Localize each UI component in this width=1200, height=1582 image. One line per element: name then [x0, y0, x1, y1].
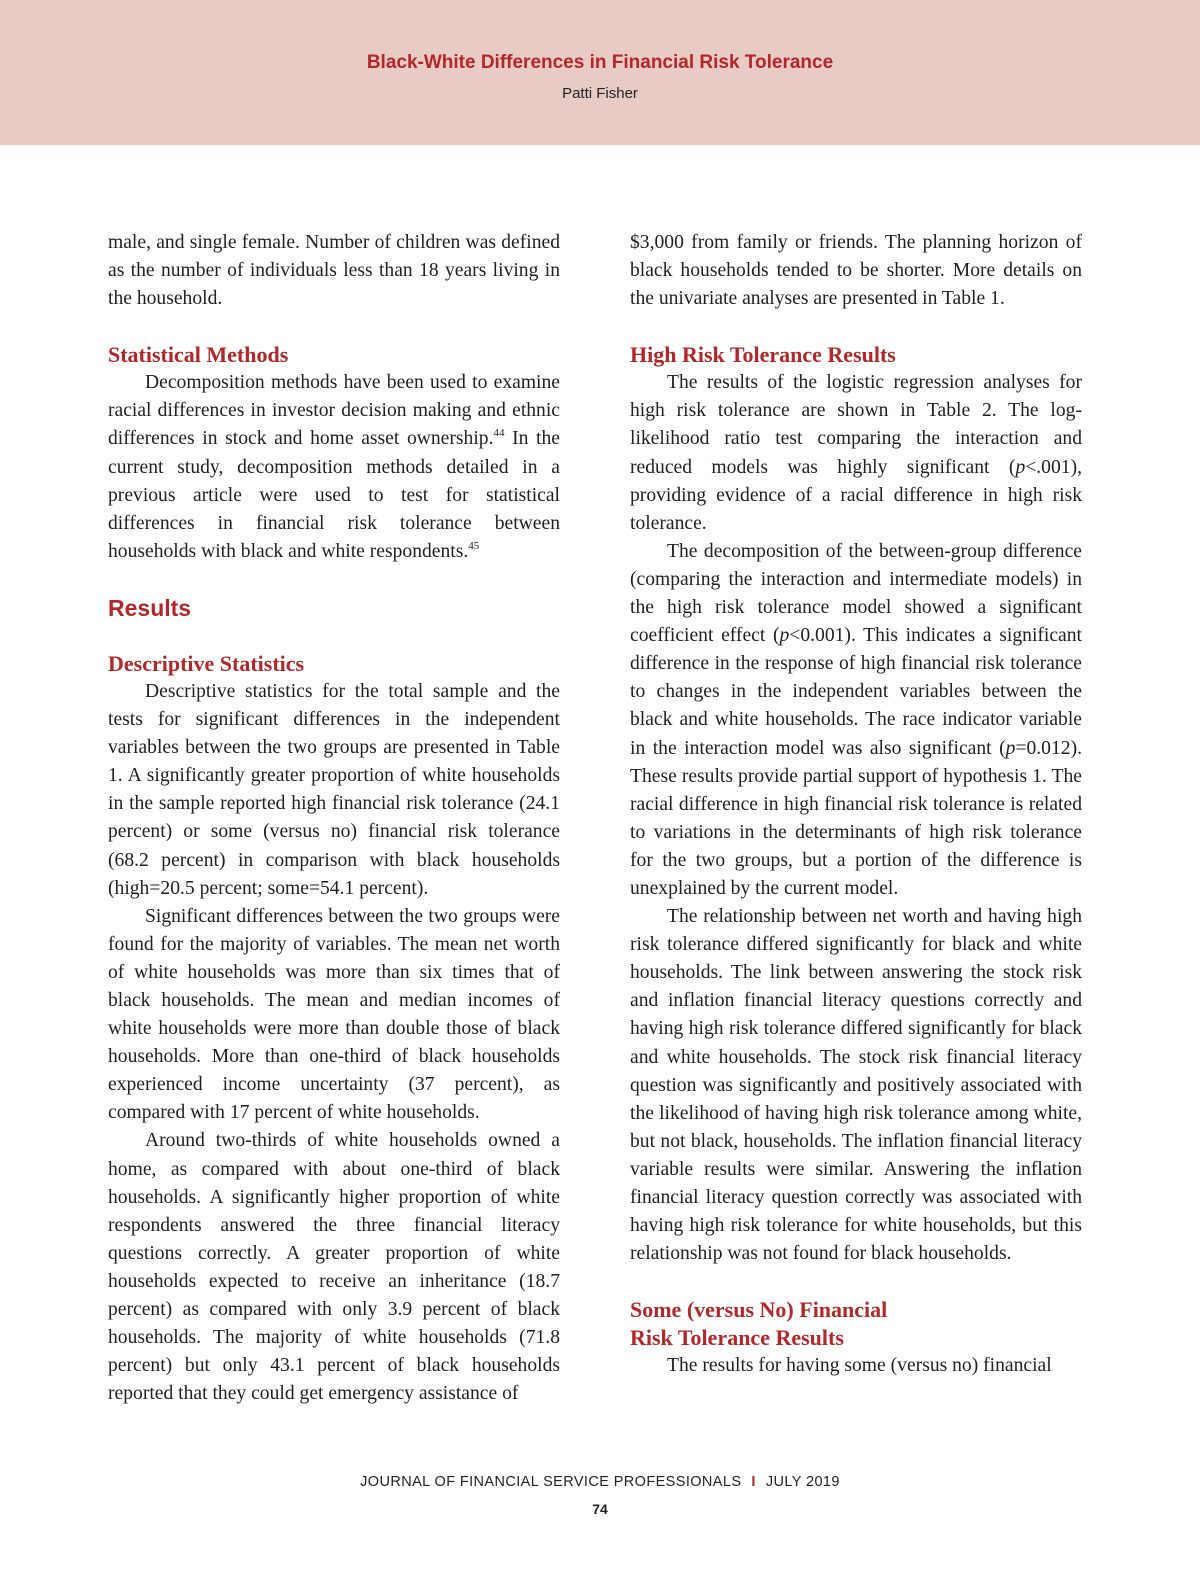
descriptive-statistics-heading: Descriptive Statistics — [108, 650, 305, 676]
left-intro-paragraph: male, and single female. Number of children was defined as the number of individuals less than 18 years living in the household. — [108, 232, 560, 310]
issue-date: JULY 2019 — [765, 1474, 840, 1490]
right-column — [630, 229, 1082, 1380]
footnote-ref-44: 44 — [493, 427, 505, 440]
some-risk-paragraph: The results for having some (versus no) financial — [667, 1355, 1052, 1377]
article-author: Patti Fisher — [562, 85, 638, 102]
article-title: Black-White Differences in Financial Risk Tolerance — [366, 52, 834, 73]
page-header — [0, 0, 1200, 145]
journal-name: JOURNAL OF FINANCIAL SERVICE PROFESSIONALS — [360, 1474, 742, 1490]
some-risk-heading: Some (versus No) Financial Risk Tolerance Results — [630, 1297, 888, 1351]
page-footer — [0, 1474, 1200, 1490]
right-intro-paragraph: $3,000 from family or friends. The planning horizon of black households tended to be shorter. More details on the univariate analyses are presented in Table 1. — [630, 232, 1082, 310]
footnote-ref-45: 45 — [468, 539, 480, 552]
left-column — [108, 229, 560, 1408]
results-heading: Results — [108, 594, 192, 621]
statistical-methods-heading: Statistical Methods — [108, 342, 289, 368]
high-risk-paragraph-3: The relationship between net worth and having high risk tolerance differed significantly for black and white households. The link between answering the stock risk and inflation financial literacy questions correctly and having high risk tolerance differed significantly for black and white households. The stock risk financial literacy question was significantly and positively associated with the likelihood of having high risk tolerance among white, but not black, households. The inflation financial literacy variable results were similar. Answering the inflation financial literacy question correctly was associated with having high risk tolerance for white households, but this relationship was not found for black households. — [630, 906, 1082, 1265]
footer-separator: I — [751, 1474, 756, 1490]
descriptive-paragraph-3: Around two-thirds of white households owned a home, as compared with about one-third of black households. A significantly higher proportion of white respondents answered the three financial literacy questions correctly. A greater proportion of white households expected to receive an inheritance (18.7 percent) as compared with only 3.9 percent of black households. The majority of white households (71.8 percent) but only 43.1 percent of black households reported that they could get emergency assistance of — [108, 1130, 560, 1405]
page-number: 74 — [592, 1501, 608, 1517]
high-risk-paragraph-1: The results of the logistic regression analyses for high risk tolerance are shown in Table 2. The log-likelihood ratio test comparing the interaction and reduced models was highly significant (p<.001), providing evidence of a racial difference in high risk tolerance. — [630, 372, 1082, 534]
high-risk-paragraph-2: The decomposition of the between-group difference (comparing the interaction and intermediate models) in the high risk tolerance model showed a significant coefficient effect (p<0.001). This indicates a significant difference in the response of high financial risk tolerance to changes in the independent variables between the black and white households. The race indicator variable in the interaction model was also significant (p=0.012). These results provide partial support of hypothesis 1. The racial difference in high financial risk tolerance is related to variations in the determinants of high risk tolerance for the two groups, but a portion of the difference is unexplained by the current model. — [630, 540, 1082, 899]
statistical-methods-paragraph: Decomposition methods have been used to examine racial differences in investor decision making and ethnic differences in stock and home asset ownership.$^{44}$ In the current study, decomposition methods detailed in a previous article were used to test for statistical differences in financial risk tolerance between households with black and white respondents.$^{45}$ — [108, 372, 560, 562]
descriptive-paragraph-2: Significant differences between the two groups were found for the majority of variables. The mean net worth of white households was more than six times that of black households. The mean and median incomes of white households were more than double those of black households. More than one-third of black households experienced income uncertainty (37 percent), as compared with 17 percent of white households. — [108, 905, 560, 1124]
descriptive-paragraph-1: Descriptive statistics for the total sample and the tests for significant differences in the independent variables between the two groups are presented in Table 1. A significantly greater proportion of white households in the sample reported high financial risk tolerance (24.1 percent) or some (versus no) financial risk tolerance (68.2 percent) in comparison with black households (high=20.5 percent; some=54.1 percent). — [108, 680, 560, 899]
high-risk-heading: High Risk Tolerance Results — [630, 342, 896, 368]
